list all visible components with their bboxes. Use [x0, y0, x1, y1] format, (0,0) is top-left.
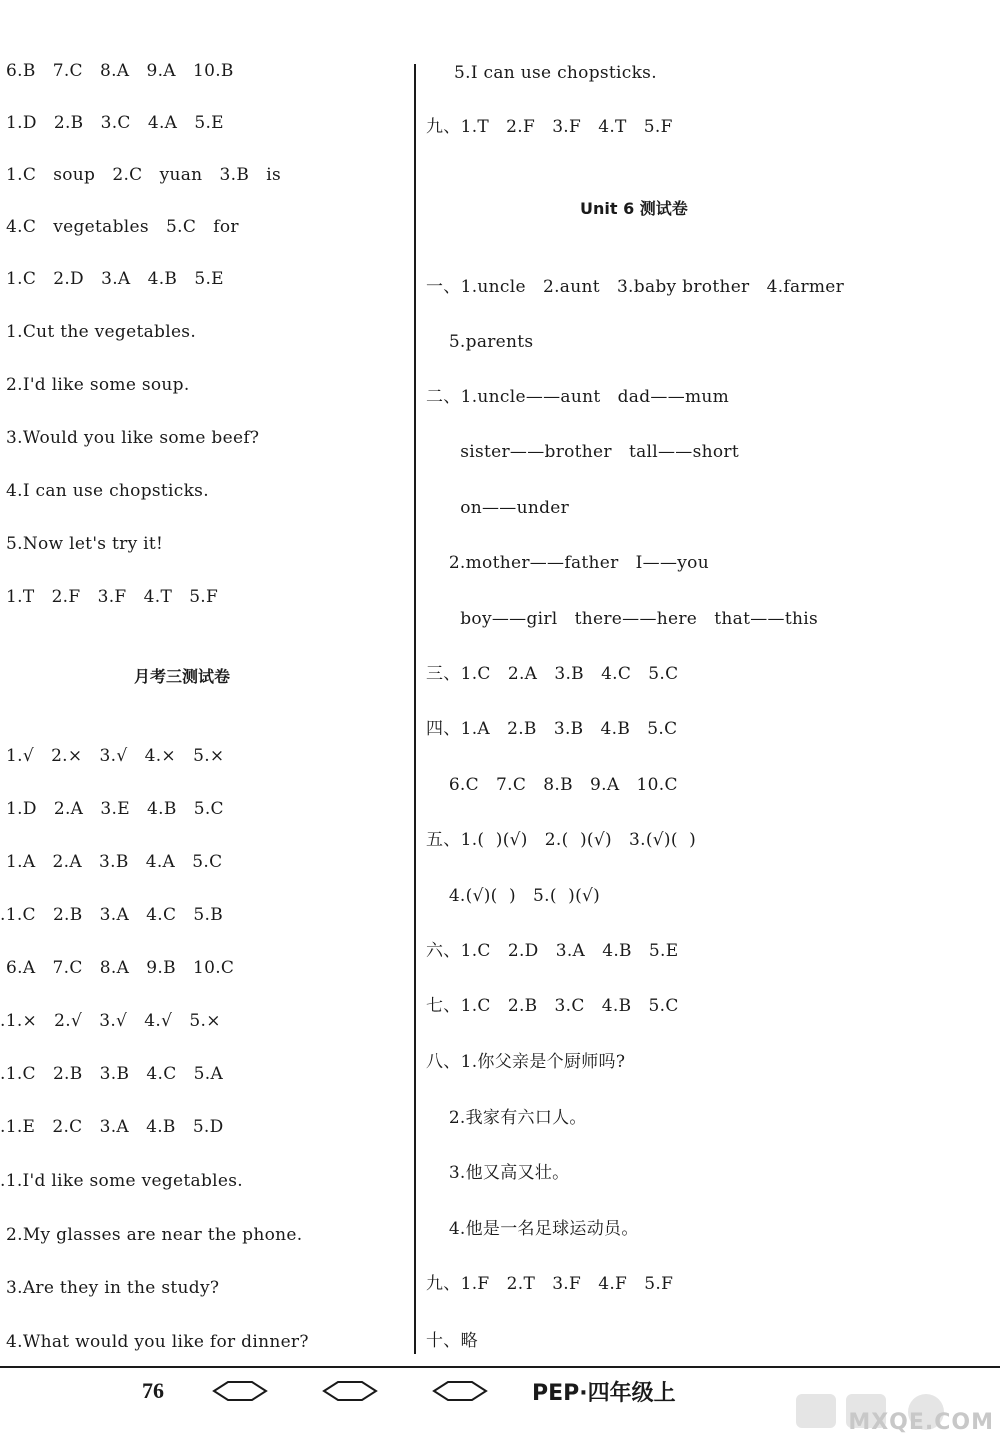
diamond-ornament-icon: [432, 1380, 488, 1402]
answer-line: 6.A 7.C 8.A 9.B 10.C: [6, 958, 235, 978]
answer-line: 2.我家有六口人。: [426, 1108, 587, 1128]
answer-line: 4.(√)( ) 5.( )(√): [426, 886, 601, 906]
answer-line: 四、1.A 2.B 3.B 4.B 5.C: [426, 719, 678, 739]
answer-line: 4.C vegetables 5.C for: [6, 217, 239, 237]
answer-line: .1.C 2.B 3.B 4.C 5.A: [0, 1064, 224, 1084]
answer-line: 6.C 7.C 8.B 9.A 10.C: [426, 775, 678, 795]
answer-line: 九、1.T 2.F 3.F 4.T 5.F: [426, 117, 673, 137]
answer-line: 5.I can use chopsticks.: [454, 63, 657, 83]
edition-label: PEP·四年级上: [532, 1381, 676, 1406]
answer-line: 2.I'd like some soup.: [6, 375, 190, 395]
answer-line: 一、1.uncle 2.aunt 3.baby brother 4.farmer: [426, 277, 845, 297]
diamond-ornament-icon: [322, 1380, 378, 1402]
answer-line: 2.mother——father I——you: [426, 553, 709, 573]
answer-line: 三、1.C 2.A 3.B 4.C 5.C: [426, 664, 679, 684]
answer-line: 5.parents: [426, 332, 534, 352]
answer-line: 4.他是一名足球运动员。: [426, 1219, 639, 1239]
answer-line: 七、1.C 2.B 3.C 4.B 5.C: [426, 996, 679, 1016]
answer-line: 1.T 2.F 3.F 4.T 5.F: [6, 587, 219, 607]
answer-line: 1.A 2.A 3.B 4.A 5.C: [6, 852, 223, 872]
answer-line: on——under: [426, 498, 570, 518]
page-number: 76: [142, 1378, 164, 1403]
answer-line: .1.E 2.C 3.A 4.B 5.D: [0, 1117, 224, 1137]
column-divider: [414, 64, 416, 1354]
answer-line: 十、略: [426, 1331, 478, 1351]
answer-line: 九、1.F 2.T 3.F 4.F 5.F: [426, 1274, 674, 1294]
answer-line: 1.Cut the vegetables.: [6, 322, 197, 342]
answer-line: boy——girl there——here that——this: [426, 609, 818, 629]
answer-line: 二、1.uncle——aunt dad——mum: [426, 387, 730, 407]
answer-line: 3.Are they in the study?: [6, 1278, 220, 1298]
answer-line: .1.× 2.√ 3.√ 4.√ 5.×: [0, 1011, 221, 1031]
answer-line: .1.I'd like some vegetables.: [0, 1171, 243, 1191]
answer-line: 1.√ 2.× 3.√ 4.× 5.×: [6, 746, 225, 766]
answer-line: 1.C soup 2.C yuan 3.B is: [6, 165, 282, 185]
answer-line: 1.D 2.B 3.C 4.A 5.E: [6, 113, 224, 133]
answer-line: 1.D 2.A 3.E 4.B 5.C: [6, 799, 224, 819]
section-heading-unit-6-test: Unit 6 测试卷: [580, 199, 688, 218]
answer-line: 3.Would you like some beef?: [6, 428, 260, 448]
watermark-text: MXQE.COM: [848, 1410, 994, 1435]
answer-line: 3.他又高又壮。: [426, 1163, 570, 1183]
answer-line: 八、1.你父亲是个厨师吗?: [426, 1052, 626, 1072]
answer-line: 5.Now let's try it!: [6, 534, 164, 554]
answer-line: sister——brother tall——short: [426, 442, 739, 462]
diamond-ornament-icon: [212, 1380, 268, 1402]
answer-line: 五、1.( )(√) 2.( )(√) 3.(√)( ): [426, 830, 697, 850]
footer-rule: [0, 1366, 1000, 1368]
answer-line: 1.C 2.D 3.A 4.B 5.E: [6, 269, 224, 289]
answer-line: .1.C 2.B 3.A 4.C 5.B: [0, 905, 224, 925]
answer-line: 2.My glasses are near the phone.: [6, 1225, 303, 1245]
section-heading-monthly-test-3: 月考三测试卷: [134, 667, 231, 686]
answer-line: 4.What would you like for dinner?: [6, 1332, 309, 1352]
answer-line: 4.I can use chopsticks.: [6, 481, 209, 501]
answer-line: 6.B 7.C 8.A 9.A 10.B: [6, 61, 234, 81]
answer-line: 六、1.C 2.D 3.A 4.B 5.E: [426, 941, 679, 961]
